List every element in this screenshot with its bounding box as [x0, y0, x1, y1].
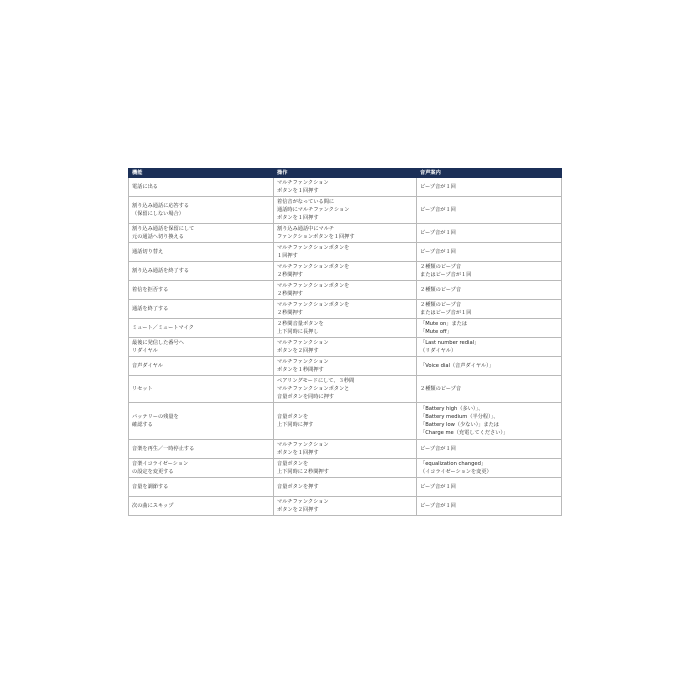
operation-cell: ペアリングモードにして、３秒間 マルチファンクションボタンと 音量ボタンを同時に押す	[274, 376, 417, 403]
table-row	[129, 281, 562, 300]
voice-guide-cell: 「equalization changed」 （イコライゼーションを変更）	[417, 459, 562, 478]
voice-guide-cell: 「Battery high（多い）」、 「Battery medium（半分程）」、 「Battery low（少ない）」または 「Charge me（充電してください）」	[417, 403, 562, 440]
voice-guide-cell: ビープ音が１回	[417, 178, 562, 197]
function-cell: 通話を終了する	[129, 300, 274, 319]
operation-cell: マルチファンクションボタンを ２秒間押す	[274, 281, 417, 300]
voice-guide-cell: 「Last number redial」 （リダイヤル）	[417, 338, 562, 357]
operation-cell: マルチファンクション ボタンを１回押す	[274, 178, 417, 197]
voice-guide-cell: ビープ音が１回	[417, 197, 562, 224]
table-row	[129, 319, 562, 338]
function-table	[128, 168, 562, 516]
operation-cell: 着信音がなっている間に 通話時にマルチファンクション ボタンを１回押す	[274, 197, 417, 224]
table-row	[129, 243, 562, 262]
table-row	[129, 478, 562, 497]
table-row	[129, 262, 562, 281]
voice-guide-cell: ビープ音が１回	[417, 497, 562, 516]
function-cell: 音楽イコライゼーション の設定を変更する	[129, 459, 274, 478]
header-voice-guide: 音声案内	[417, 169, 562, 178]
function-cell: 最後に発信した番号へ リダイヤル	[129, 338, 274, 357]
operation-cell: マルチファンクション ボタンを１回押す	[274, 440, 417, 459]
voice-guide-cell: ２種類のビープ音	[417, 281, 562, 300]
voice-guide-cell: ビープ音が１回	[417, 224, 562, 243]
operation-cell: マルチファンクションボタンを １回押す	[274, 243, 417, 262]
header-function: 機能	[129, 169, 274, 178]
function-cell: 音量を調節する	[129, 478, 274, 497]
table-row	[129, 497, 562, 516]
operation-cell: ２秒間音量ボタンを 上下同時に長押し	[274, 319, 417, 338]
voice-guide-cell: ２種類のビープ音 またはビープ音が１回	[417, 262, 562, 281]
voice-guide-cell: 「Mute on」または 「Mute off」	[417, 319, 562, 338]
function-cell: 音声ダイヤル	[129, 357, 274, 376]
table-row	[129, 376, 562, 403]
function-cell: 電話に出る	[129, 178, 274, 197]
function-cell: 割り込み通話を保留にして 元の通話へ切り換える	[129, 224, 274, 243]
header-operation: 操作	[274, 169, 417, 178]
voice-guide-cell: ２種類のビープ音	[417, 376, 562, 403]
operation-cell: マルチファンクションボタンを ２秒間押す	[274, 262, 417, 281]
operation-cell: マルチファンクション ボタンを２回押す	[274, 497, 417, 516]
voice-guide-cell: ビープ音が１回	[417, 243, 562, 262]
voice-guide-cell: ビープ音が１回	[417, 440, 562, 459]
table-row	[129, 440, 562, 459]
function-cell: 音楽を再生／一時停止する	[129, 440, 274, 459]
voice-guide-cell: ビープ音が１回	[417, 478, 562, 497]
operation-cell: 割り込み通話中にマルチ ファンクションボタンを１回押す	[274, 224, 417, 243]
voice-guide-cell: 「Voice dial（音声ダイヤル）」	[417, 357, 562, 376]
function-cell: ミュート／ミュートマイク	[129, 319, 274, 338]
table-row	[129, 197, 562, 224]
function-cell: 通話切り替え	[129, 243, 274, 262]
function-cell: 次の曲にスキップ	[129, 497, 274, 516]
function-cell: 着信を拒否する	[129, 281, 274, 300]
table-row	[129, 224, 562, 243]
table-row	[129, 178, 562, 197]
voice-guide-cell: ２種類のビープ音 またはビープ音が１回	[417, 300, 562, 319]
function-cell: 割り込み通話を終了する	[129, 262, 274, 281]
table-row	[129, 403, 562, 440]
operation-cell: マルチファンクションボタンを ２秒間押す	[274, 300, 417, 319]
function-cell: バッテリーの残量を 確認する	[129, 403, 274, 440]
table-row	[129, 459, 562, 478]
function-cell: 割り込み通話に応答する （保留にしない場合）	[129, 197, 274, 224]
operation-cell: 音量ボタンを 上下同時に２秒間押す	[274, 459, 417, 478]
table-row	[129, 357, 562, 376]
table-row	[129, 300, 562, 319]
table-header-row	[129, 169, 562, 178]
operation-cell: マルチファンクション ボタンを２回押す	[274, 338, 417, 357]
function-cell: リセット	[129, 376, 274, 403]
function-table-container	[128, 168, 561, 516]
operation-cell: マルチファンクション ボタンを１秒間押す	[274, 357, 417, 376]
operation-cell: 音量ボタンを押す	[274, 478, 417, 497]
table-row	[129, 338, 562, 357]
operation-cell: 音量ボタンを 上下同時に押す	[274, 403, 417, 440]
